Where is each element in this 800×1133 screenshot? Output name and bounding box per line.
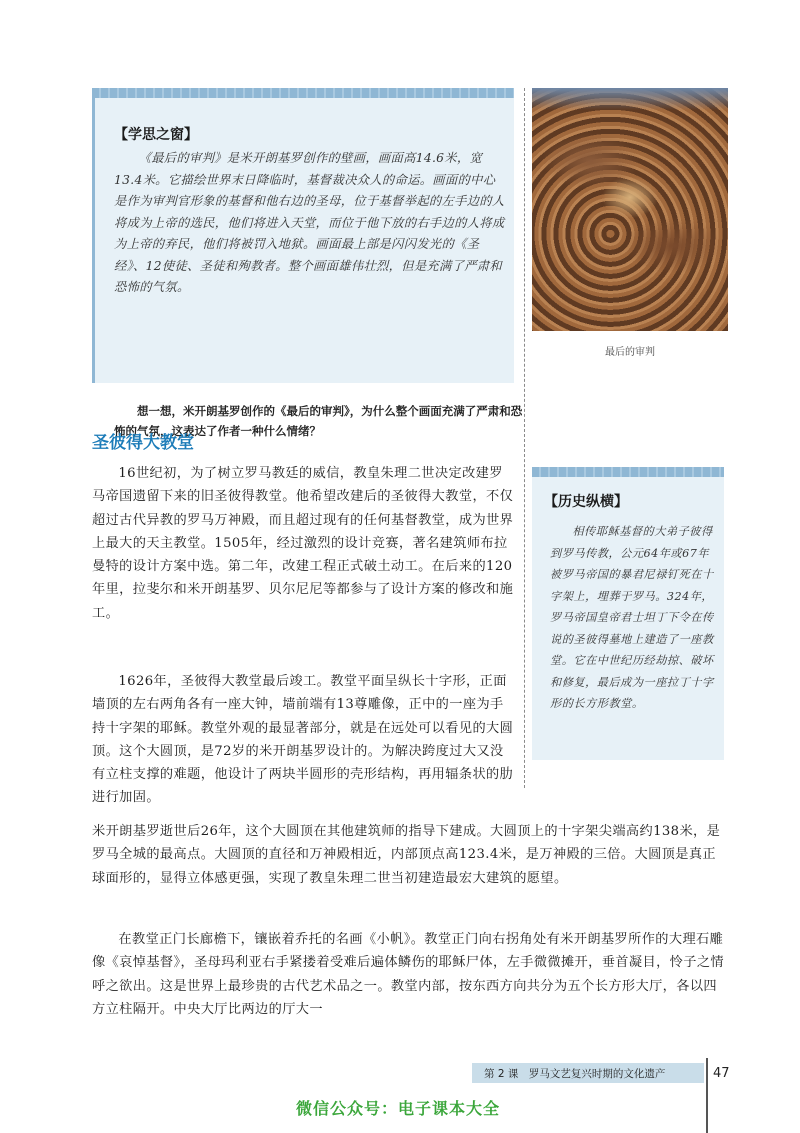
body-paragraph-2-narrow: 1626年，圣彼得大教堂最后竣工。教堂平面呈纵长十字形，正面墙顶的左右两角各有一座大钟，墙前端有13尊雕像，正中的一座为手持十字架的耶稣。教堂外观的最显著部分，就是在远处可以看见的大圆顶。这个大圆顶，是72岁的米开朗基罗设计的。为解决跨度过大又没有立柱支撑的难题，他设计了两块半圆形的壳形结构，再用辐条状的肋进行加固。 bbox=[92, 674, 514, 806]
history-sidebar-box bbox=[532, 467, 724, 760]
sidebar-left-stripe bbox=[92, 88, 95, 383]
body-paragraph-3: 在教堂正门长廊檐下，镶嵌着乔托的名画《小帆》。教堂正门向右拐角处有米开朗基罗所作的大理石雕像《哀悼基督》，圣母玛利亚右手紧搂着受难后遍体鳞伤的耶稣尸体，左手微微摊开，垂首凝目，怜子之情呼之欲出。这是世界上最珍贵的古代艺术品之一。教堂内部，按东西方向共分为五个长方形大厅，各以四方立柱隔开。中央大厅比两边的厅大一 bbox=[92, 932, 725, 1017]
learning-box-title: 【学思之窗】 bbox=[114, 127, 198, 143]
painting-caption: 最后的审判 bbox=[605, 347, 655, 358]
last-judgment-painting bbox=[532, 88, 728, 331]
section-heading: 圣彼得大教堂 bbox=[92, 433, 194, 453]
footer-lesson-band bbox=[472, 1063, 704, 1083]
sidebar-top-stripe bbox=[532, 467, 724, 477]
column-divider bbox=[524, 88, 525, 788]
body-paragraph-2-wide: 米开朗基罗逝世后26年，这个大圆顶在其他建筑师的指导下建成。大圆顶上的十字架尖端高约138米，是罗马全城的最高点。大圆顶的直径和万神殿相近，内部顶点高123.4米，是万神殿的三倍。大圆顶是真正球面形的，显得立体感更强，实现了教皇朱理二世当初建造最宏大建筑的愿望。 bbox=[92, 824, 721, 886]
learning-box-question: 想一想，米开朗基罗创作的《最后的审判》，为什么整个画面充满了严肃和恐怖的气氛，这表达了作者一种什么情绪？ bbox=[114, 404, 523, 438]
footer-lesson-title: 第 2 课 罗马文艺复兴时期的文化遗产 bbox=[484, 1068, 666, 1080]
page-number: 47 bbox=[713, 1066, 730, 1081]
watermark: 微信公众号：电子课本大全 bbox=[296, 1099, 501, 1118]
painting-sky bbox=[532, 88, 728, 110]
footer-divider bbox=[706, 1058, 708, 1133]
learning-sidebar-box bbox=[92, 88, 523, 438]
sidebar-top-stripe bbox=[92, 88, 514, 98]
history-box-text: 相传耶稣基督的大弟子彼得到罗马传教，公元64年或67年被罗马帝国的暴君尼禄钉死在十字架上，埋葬于罗马。324年，罗马帝国皇帝君士坦丁下令在传说的圣彼得墓地上建造了一座教堂。它在中世纪历经劫掠、破坏和修复，最后成为一座拉丁十字形的长方形教堂。 bbox=[550, 525, 714, 710]
learning-box-text: 《最后的审判》是米开朗基罗创作的壁画，画面高14.6米，宽13.4米。它描绘世界末日降临时，基督裁决众人的命运。画面的中心是作为审判官形象的基督和他右边的圣母，位于基督举起的左手边的人将成为上帝的选民，他们将进入天堂，而位于他下放的右手边的人将成为上帝的弃民，他们将被罚入地狱。画面最上部是闪闪发光的《圣经》、12使徒、圣徒和殉教者。整个画面雄伟壮烈，但是充满了严肃和恐怖的气氛。 bbox=[114, 151, 505, 294]
history-box-title: 【历史纵横】 bbox=[544, 494, 628, 510]
body-paragraph-1: 16世纪初，为了树立罗马教廷的威信，教皇朱理二世决定改建罗马帝国遗留下来的旧圣彼得教堂。他希望改建后的圣彼得大教堂，不仅超过古代异教的罗马万神殿，而且超过现有的任何基督教堂，成为世界上最大的天主教堂。1505年，经过激烈的设计竞赛，著名建筑师布拉曼特的设计方案中选。第二年，改建工程正式破土动工。在后来的120年里，拉斐尔和米开朗基罗、贝尔尼尼等都参与了设计方案的修改和施工。 bbox=[92, 466, 514, 621]
